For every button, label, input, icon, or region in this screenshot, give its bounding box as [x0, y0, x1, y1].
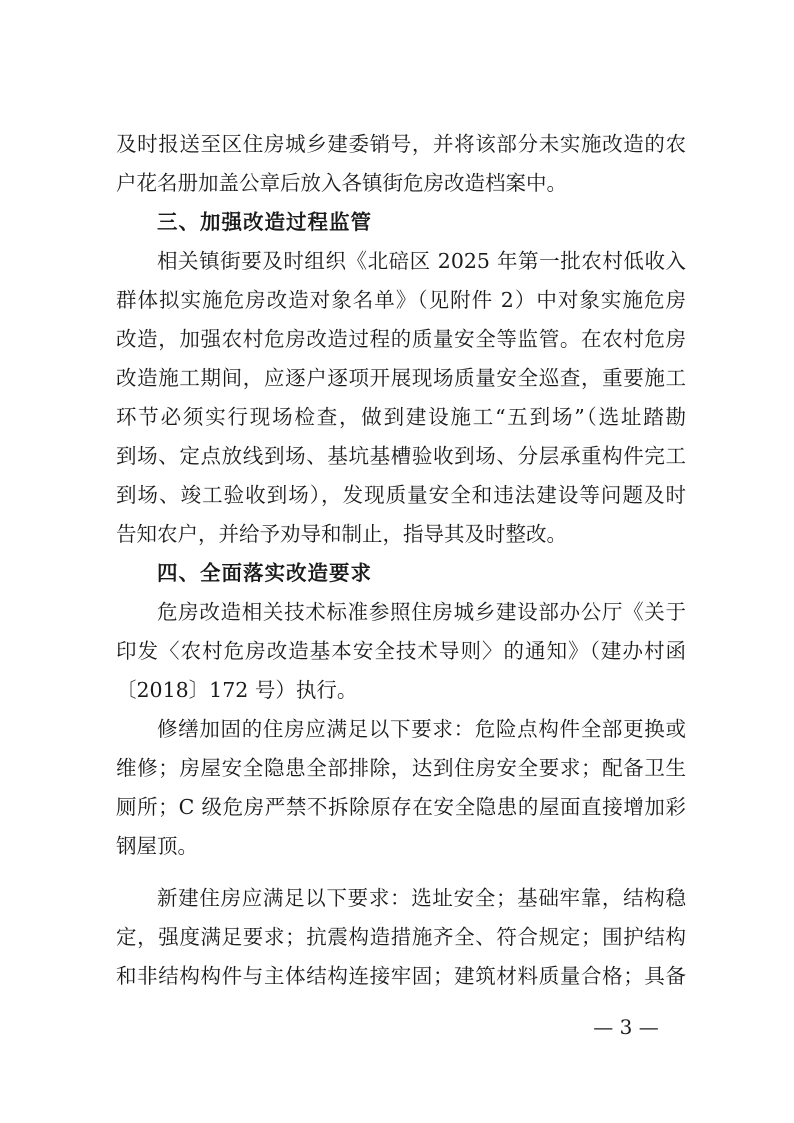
body-text-line: 改造，加强农村危房改造过程的质量安全等监管。在农村危房 — [116, 327, 686, 351]
body-text-line: 厕所；C 级危房严禁不拆除原存在安全隐患的屋面直接增加彩 — [116, 795, 686, 819]
body-text-line: 告知农户，并给予劝导和制止，指导其及时整改。 — [116, 522, 567, 546]
body-text-line: 修缮加固的住房应满足以下要求：危险点构件全部更换或 — [157, 717, 686, 741]
body-text-line: 到场、竣工验收到场），发现质量安全和违法建设等问题及时 — [116, 483, 686, 507]
body-text-line: 群体拟实施危房改造对象名单》（见附件 2）中对象实施危房 — [116, 288, 686, 312]
section-heading-4: 四、全面落实改造要求 — [157, 561, 372, 585]
body-text-line: 环节必须实行现场检查，做到建设施工“五到场”（选址踏勘 — [116, 405, 686, 429]
page-number: — 3 — — [593, 1015, 659, 1039]
body-text-line: 危房改造相关技术标准参照住房城乡建设部办公厅《关于 — [157, 600, 686, 624]
body-text-line: 到场、定点放线到场、基坑基槽验收到场、分层承重构件完工 — [116, 444, 686, 468]
body-text-line: 相关镇街要及时组织《北碚区 2025 年第一批农村低收入 — [157, 249, 686, 273]
body-text-line: 改造施工期间，应逐户逐项开展现场质量安全巡查，重要施工 — [116, 366, 686, 390]
body-text-line: 〔2018〕172 号）执行。 — [116, 678, 358, 702]
body-text-line: 户花名册加盖公章后放入各镇街危房改造档案中。 — [116, 171, 567, 195]
body-text-line: 维修；房屋安全隐患全部排除，达到住房安全要求；配备卫生 — [116, 756, 686, 780]
body-text-line: 定，强度满足要求；抗震构造措施齐全、符合规定；围护结构 — [116, 925, 686, 949]
body-text-line: 新建住房应满足以下要求：选址安全；基础牢靠，结构稳 — [157, 886, 686, 910]
body-text-line: 及时报送至区住房城乡建委销号，并将该部分未实施改造的农 — [116, 132, 686, 156]
body-text-line: 印发〈农村危房改造基本安全技术导则〉的通知》（建办村函 — [116, 639, 686, 663]
body-text-line: 和非结构构件与主体结构连接牢固；建筑材料质量合格；具备 — [116, 964, 686, 988]
body-text-line: 钢屋顶。 — [116, 834, 198, 858]
section-heading-3: 三、加强改造过程监管 — [157, 210, 372, 234]
